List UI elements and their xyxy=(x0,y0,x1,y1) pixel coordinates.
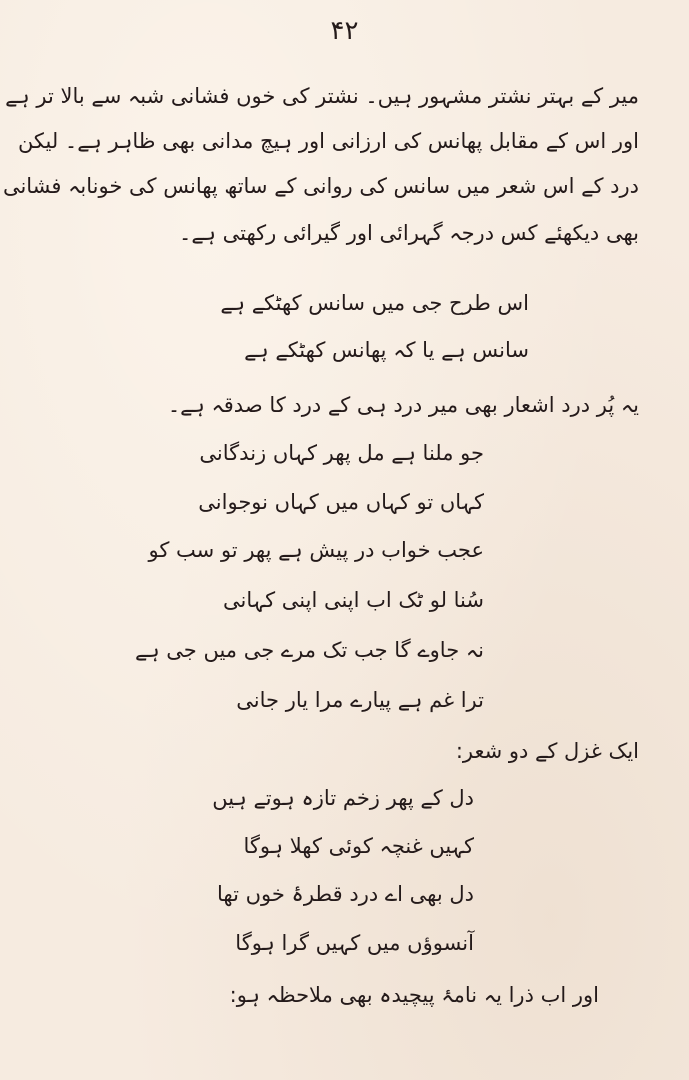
verse-line-12: آنسوؤں میں کہیں گرا ہوگا xyxy=(235,931,474,955)
verse-line-2: سانس ہے یا کہ پھانس کھٹکے ہے xyxy=(244,338,529,362)
verse-line-6: سُنا لو ٹک اب اپنی اپنی کہانی xyxy=(223,588,484,612)
prose-line-7: اور اب ذرا یہ نامۂ پیچیدہ بھی ملاحظہ ہو: xyxy=(229,983,599,1007)
prose-line-3: درد کے اس شعر میں سانس کی روانی کے ساتھ پھانس کی خونابہ فشانی xyxy=(2,174,639,198)
verse-line-11: دل بھی اے درد قطرۂ خوں تھا xyxy=(216,882,474,906)
verse-line-1: اس طرح جی میں سانس کھٹکے ہے xyxy=(220,291,529,315)
prose-line-2: اور اس کے مقابل پھانس کی ارزانی اور ہیچ مدانی بھی ظاہر ہے۔ لیکن xyxy=(17,129,639,153)
verse-line-10: کہیں غنچہ کوئی کھلا ہوگا xyxy=(243,834,474,858)
page-number: ۴۲ xyxy=(330,16,359,46)
verse-line-7: نہ جاوے گا جب تک مرے جی میں جی ہے xyxy=(135,638,484,662)
verse-line-5: عجب خواب در پیش ہے پھر تو سب کو xyxy=(148,538,484,562)
prose-line-6: ایک غزل کے دو شعر: xyxy=(455,739,639,763)
prose-line-4: بھی دیکھئے کس درجہ گہرائی اور گیرائی رکھتی ہے۔ xyxy=(179,221,639,245)
prose-line-5: یہ پُر درد اشعار بھی میر درد ہی کے درد کا صدقہ ہے۔ xyxy=(167,393,639,417)
verse-line-8: ترا غم ہے پیارے مرا یار جانی xyxy=(236,688,484,712)
verse-line-3: جو ملنا ہے مل پھر کہاں زندگانی xyxy=(199,441,484,465)
verse-line-4: کہاں تو کہاں میں کہاں نوجوانی xyxy=(198,490,484,514)
prose-line-1: میر کے بہتر نشتر مشہور ہیں۔ نشتر کی خوں فشانی شبہ سے بالا تر ہے xyxy=(5,84,639,108)
verse-line-9: دل کے پھر زخم تازہ ہوتے ہیں xyxy=(212,786,474,810)
